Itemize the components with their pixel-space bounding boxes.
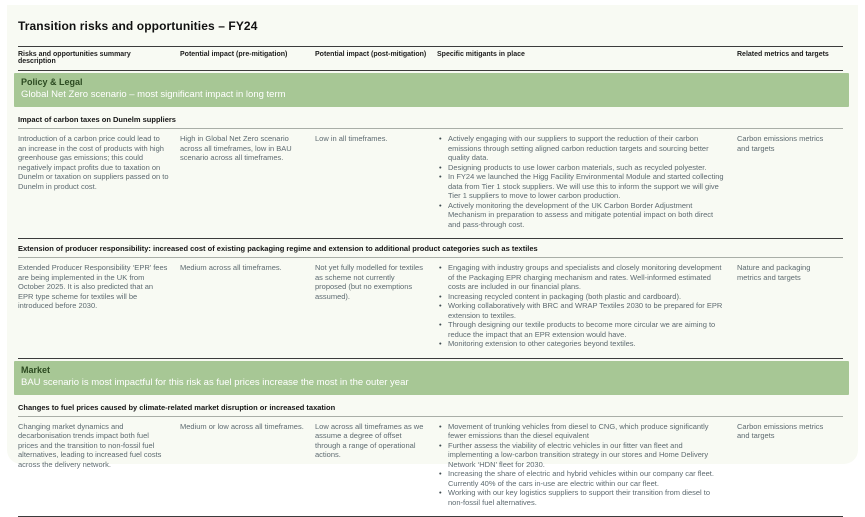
mitigant-item: • Monitoring extension to other categories beyond textiles.	[439, 339, 727, 349]
table-row-fuel-prices	[18, 417, 843, 517]
cell-impact-post: Low across all timeframes as we assume a degree of offset through a range of operational actions.	[315, 417, 437, 517]
table-row-carbon-taxes	[18, 129, 843, 239]
section-band-policy-legal	[14, 73, 849, 107]
cell-related-metrics: Carbon emissions metrics and targets	[737, 129, 843, 238]
risk-row-title-carbon-taxes: Impact of carbon taxes on Dunelm suppliers	[18, 110, 843, 129]
mitigant-item: • Working with our key logistics suppliers to support their transition from diesel to non-fossil fuel alternatives.	[439, 488, 727, 507]
cell-related-metrics: Carbon emissions metrics and targets	[737, 417, 843, 517]
mitigant-item: • Through designing our textile products to become more circular we are aiming to reduce the impact that an EPR extension would have.	[439, 320, 727, 339]
mitigant-item: • Actively monitoring the development of the UK Carbon Border Adjustment Mechanism in preparation to assess and mitigate potential impact on both direct and pass-through cost.	[439, 201, 727, 230]
cell-related-metrics: Nature and packaging metrics and targets	[737, 258, 843, 358]
cell-impact-pre: Medium across all timeframes.	[180, 258, 315, 358]
mitigant-item: • Increasing recycled content in packaging (both plastic and cardboard).	[439, 292, 727, 302]
mitigant-item: • Further assess the viability of electric vehicles in our fitter van fleet and implementing a low-carbon transition strategy in our stores and Home Delivery Network ‘HDN’ fleet for 2030.	[439, 441, 727, 470]
mitigant-item: • In FY24 we launched the Higg Facility Environmental Module and started collecting data from Tier 1 stock suppliers. We will use this to inform the support we will give Tier 1 suppliers to move to lower carbon production.	[439, 172, 727, 201]
column-header-risks-description: Risks and opportunities summary description	[18, 51, 180, 65]
section-scenario: BAU scenario is most impactful for this risk as fuel prices increase the most in the outer year	[21, 377, 841, 389]
section-name: Policy & Legal	[21, 77, 841, 88]
cell-impact-pre: High in Global Net Zero scenario across all timeframes, low in BAU scenario across all timeframes.	[180, 129, 315, 238]
column-header-impact-post: Potential impact (post-mitigation)	[315, 51, 437, 65]
mitigant-item: • Working collaboratively with BRC and WRAP Textiles 2030 to be prepared for EPR extension to textiles.	[439, 301, 727, 320]
cell-impact-pre: Medium or low across all timeframes.	[180, 417, 315, 517]
cell-mitigants-list	[437, 129, 737, 238]
cell-description: Extended Producer Responsibility ‘EPR’ fees are being implemented in the UK from October 2025. It is also predicted that an EPR type scheme for textiles will be introduced before 2030.	[18, 258, 180, 358]
column-header-impact-pre: Potential impact (pre-mitigation)	[180, 51, 315, 65]
risk-row-title-fuel-prices: Changes to fuel prices caused by climate-related market disruption or increased taxation	[18, 398, 843, 417]
mitigant-item: • Increasing the share of electric and hybrid vehicles within our company car fleet. Currently 40% of the cars in-use are electric within our car fleet.	[439, 469, 727, 488]
column-header-mitigants: Specific mitigants in place	[437, 51, 737, 65]
risk-row-title-producer-responsibility: Extension of producer responsibility: increased cost of existing packaging regime and extension to additional product categories such as textiles	[18, 239, 843, 258]
mitigant-item: • Engaging with industry groups and specialists and closely monitoring development of the Packaging EPR charging mechanism and rates. Well-informed estimated costs are included in our financial plans.	[439, 263, 727, 292]
section-scenario: Global Net Zero scenario – most significant impact in long term	[21, 89, 841, 101]
page-title: Transition risks and opportunities – FY24	[18, 19, 843, 33]
cell-mitigants-list	[437, 417, 737, 517]
mitigant-item: • Actively engaging with our suppliers to support the reduction of their carbon emissions through setting aligned carbon reduction targets and sourcing better quality data.	[439, 134, 727, 163]
report-page-card	[7, 5, 858, 464]
mitigant-item: • Designing products to use lower carbon materials, such as recycled polyester.	[439, 163, 727, 173]
table-header-row	[18, 46, 843, 71]
section-name: Market	[21, 365, 841, 376]
cell-impact-post: Low in all timeframes.	[315, 129, 437, 238]
cell-mitigants-list	[437, 258, 737, 358]
cell-impact-post: Not yet fully modelled for textiles as scheme not currently proposed (but no exemptions assumed).	[315, 258, 437, 358]
table-row-producer-responsibility	[18, 258, 843, 359]
mitigant-item: • Movement of trunking vehicles from diesel to CNG, which produce significantly fewer emissions than the diesel equivalent	[439, 422, 727, 441]
section-band-market	[14, 361, 849, 395]
cell-description: Changing market dynamics and decarbonisation trends impact both fuel prices and the transition to non-fossil fuel alternatives, leading to increased fuel costs across the delivery network.	[18, 417, 180, 517]
column-header-metrics: Related metrics and targets	[737, 51, 843, 65]
cell-description: Introduction of a carbon price could lead to an increase in the cost of products with high greenhouse gas emissions; this could negatively impact profits due to taxation on Dunelm or taxation on suppliers passed on to Dunelm in product cost.	[18, 129, 180, 238]
